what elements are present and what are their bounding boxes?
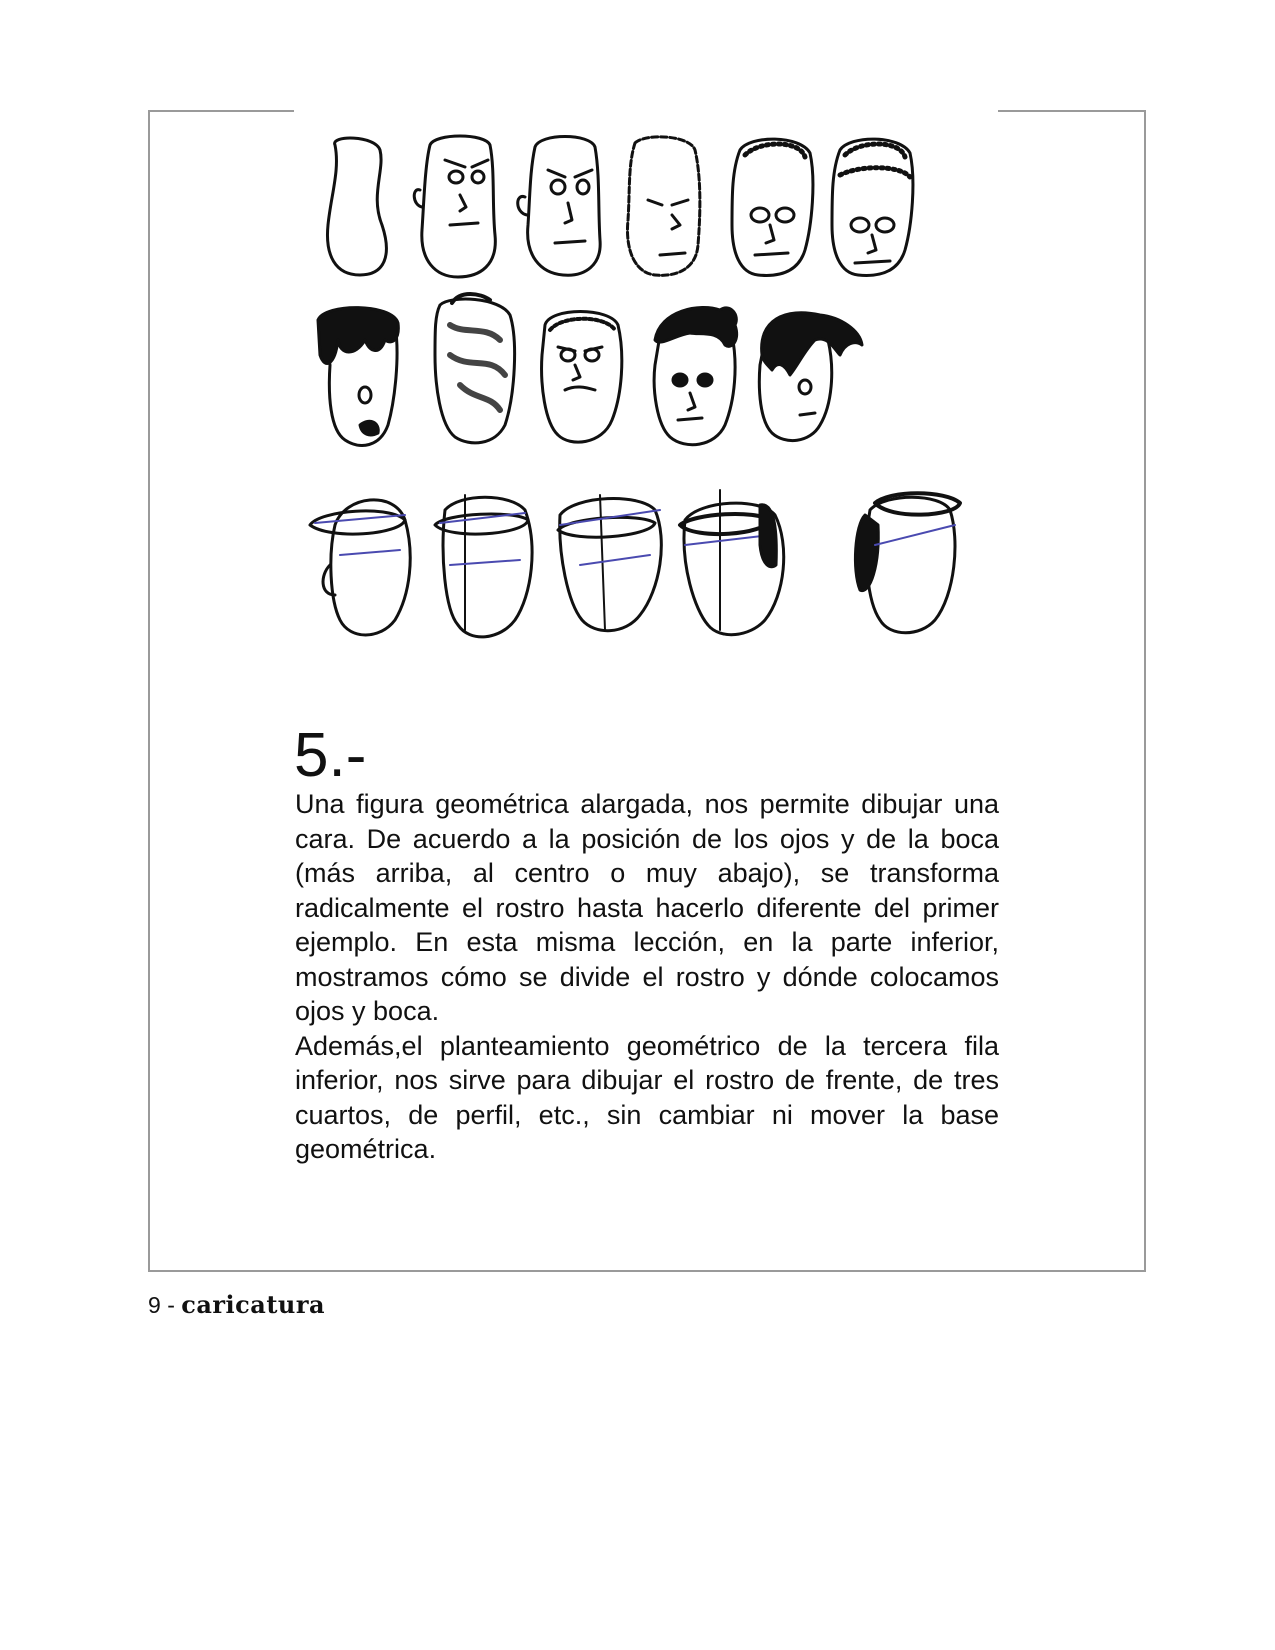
frame-left (148, 110, 150, 1272)
frame-top-right (998, 110, 1146, 112)
row-basic-heads (327, 136, 912, 277)
frame-right (1144, 110, 1146, 1272)
head-5 (732, 139, 813, 275)
guide-head-2 (435, 495, 532, 637)
caricature-heads-illustration (300, 125, 1020, 670)
footer-separator: - (167, 1292, 175, 1318)
head-2 (414, 136, 495, 277)
lesson-body (295, 787, 999, 1167)
head-1 (327, 138, 386, 275)
head-4 (627, 137, 699, 276)
head-11 (759, 313, 862, 441)
head-8 (435, 294, 515, 443)
frame-bottom (148, 1270, 1146, 1272)
lesson-number: 5.- (294, 721, 367, 790)
head-10 (654, 308, 736, 445)
row-construction-guides (310, 490, 960, 637)
page-number: 9 (148, 1292, 161, 1318)
lesson-paragraph: Además,el planteamiento geométrico de la tercera fila inferior, nos sirve para dibujar el rostro de frente, de tres cuartos, de perfil, etc., sin cambiar ni mover la base geométrica. (295, 1030, 999, 1164)
guide-head-5 (855, 493, 960, 633)
head-7 (318, 308, 398, 446)
footer-brand: caricatura (181, 1290, 326, 1319)
frame-top-left (148, 110, 294, 112)
head-6 (832, 139, 913, 275)
head-9 (542, 312, 622, 443)
row-hair-variations (318, 294, 862, 445)
guide-head-3 (558, 495, 661, 631)
lesson-paragraph: Una figura geométrica alargada, nos permite dibujar una cara. De acuerdo a la posición de los ojos y de la boca (más arriba, al centro o muy abajo), se transforma radicalmente el rostro hasta hacerlo diferente del primer ejemplo. En esta misma lección, en la parte inferior, mostramos cómo se divide el rostro y dónde colocamos ojos y boca. (295, 789, 999, 1026)
page-footer (148, 1290, 325, 1319)
guide-head-1 (310, 500, 410, 635)
head-3 (518, 137, 600, 276)
guide-head-4 (680, 490, 784, 635)
